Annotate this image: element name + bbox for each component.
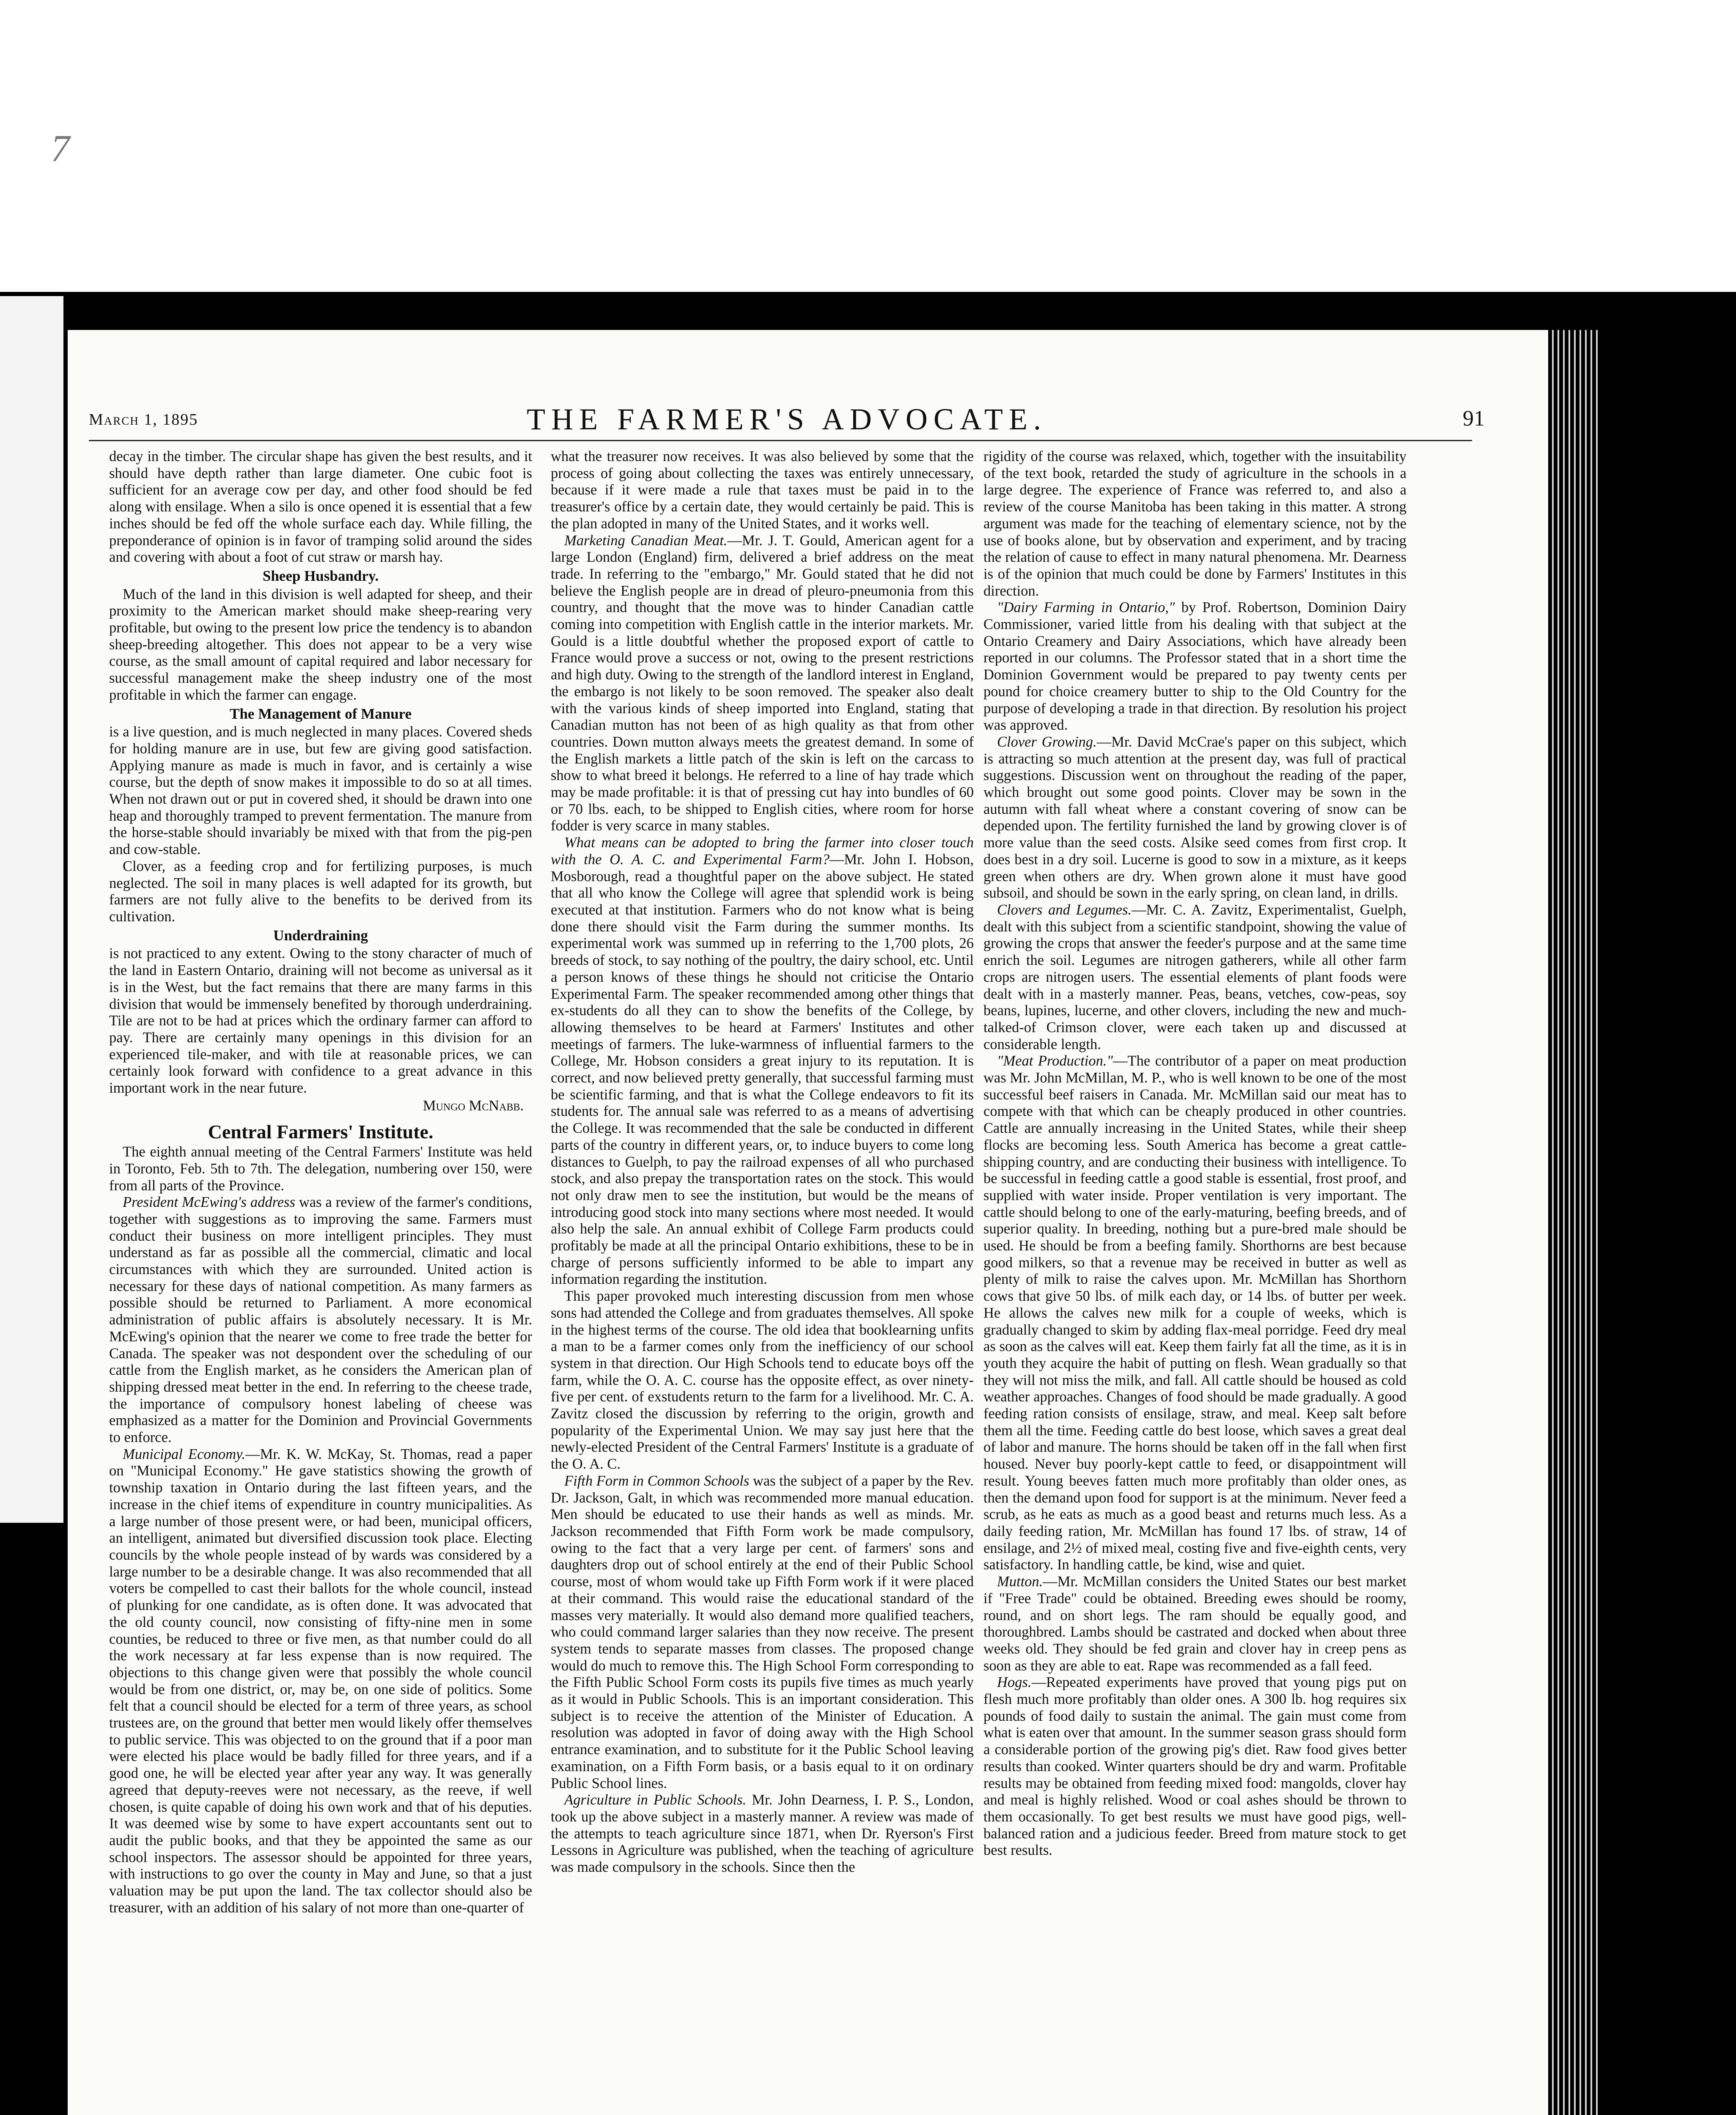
page-header	[89, 402, 1485, 436]
paragraph-lead: Clovers and Legumes.	[997, 901, 1132, 918]
page-stack-edge	[1548, 330, 1599, 2115]
paragraph: rigidity of the course was relaxed, which, together with the insuitability of the text book, retarded the study of agriculture in the schools in a large degree. The experience of France was referred to, and also a review of the course Manitoba has been taking in this matter. A strong argument was made for the teaching of elementary science, not by the use of books alone, but by observation and experiment, and by tracing the relation of cause to effect in many natural phenomena. Mr. Dearness is of the opinion that much could be done by Farmers' Institutes in this direction.	[983, 448, 1406, 599]
page-number: 91	[1463, 407, 1485, 431]
paragraph: what the treasurer now receives. It was also believed by some that the process of going about collecting the taxes was entirely unnecessary, because if it were made a rule that taxes must be paid in to the treasurer's office by a certain date, they would certainly be paid. This is the plan adopted in many of the United States, and it works well.	[551, 448, 974, 532]
paragraph-body: —Mr. K. W. McKay, St. Thomas, read a paper on "Municipal Economy." He gave statistics showing the growth of township taxation in Ontario during the last fifteen years, and the increase in the chief items of expenditure in country municipalities. As a large number of those present were, or had been, municipal officers, an intelligent, animated but diversified discussion took place. Electing councils by the whole people instead of by wards was considered by a large number to be a desirable change. It was also recommended that all voters be compelled to cast their ballots for the whole council, instead of plunking for one candidate, as is often done. It was advocated that the old county council, now consisting of fifty-nine men in some counties, be reduced to three or five men, as that number could do all the work necessary at far less expense than is now required. The objections to this change given were that possibly the whole council would be from one district, or, may be, on one side of politics. Some felt that a council should be elected for a term of three years, as school trustees are, on the ground that better men would likely offer themselves to public service. This was objected to on the ground that if a poor man were elected his place would be badly filled for three years, and if a good one, he will be elected year after year any way. It was generally agreed that deputy-reeves were not necessary, as the reeve, if well chosen, is quite capable of doing his own work and that of his deputies. It was deemed wise by some to have expert accountants sent out to audit the public books, and that they be appointed the same as our school inspectors. The assessor should be appointed for three years, with instructions to go over the county in May and June, so that a just valuation may be put upon the land. The tax collector should also be treasurer, with an addition of his salary of not more than one-quarter of	[109, 1446, 532, 1916]
facing-page-edge	[0, 296, 63, 1523]
paragraph-lead: Agriculture in Public Schools.	[564, 1792, 747, 1808]
subheading-underdraining: Underdraining	[273, 927, 368, 944]
section-title: Central Farmers' Institute.	[208, 1121, 434, 1143]
paragraph	[983, 1674, 1406, 1859]
column-2	[551, 448, 974, 1876]
paragraph	[109, 1446, 532, 1917]
paragraph-body: —Repeated experiments have proved that young pigs put on flesh much more profitably than older ones. A 300 lb. hog requires six pounds of food daily to sustain the animal. The gain must come from what is eaten over that amount. In the summer season grass should form a considerable portion of the growing pig's diet. Raw food gives better results than cooked. Winter quarters should be dry and warm. Profitable results may be obtained from feeding mixed food: mangolds, clover hay and meal is highly relished. Wood or coal ashes should be thrown to them occasionally. To get best results we must have good pigs, well-balanced ration and a judicious feeder. Breed from mature stock to get best results.	[983, 1674, 1406, 1859]
paragraph-lead: "Meat Production."	[997, 1053, 1113, 1069]
paragraph-body: —Mr. McMillan considers the United States our best market if "Free Trade" could be obtained. Breeding ewes should be roomy, round, and on short legs. The ram should be equally good, and thoroughbred. Lambs should be castrated and docked when about three weeks old. They should be fed grain and clover hay in creep pens as soon as they are able to eat. Rape was recommended as a fall feed.	[983, 1574, 1406, 1674]
masthead-title: THE FARMER'S ADVOCATE.	[527, 402, 1047, 436]
paragraph-lead: "Dairy Farming in Ontario,"	[997, 599, 1175, 616]
paragraph-body: —Mr. J. T. Gould, American agent for a large London (England) firm, delivered a brief address on the meat trade. In referring to the "embargo," Mr. Gould stated that he did not believe the English people are in dread of pleuro-pneumonia from this country, and thought that the move was to hinder Canadian cattle coming into competition with English cattle in the interior markets. Mr. Gould is a little doubtful whether the proposed export of cattle to France would prove a success or not, owing to the present restrictions and high duty. Owing to the strength of the landlord interest in England, the embargo is not likely to be soon removed. The speaker also dealt with the various kinds of sheep imported into England, stating that Canadian mutton has not been of as high quality as that from other countries. Down mutton always meets the greatest demand. In some of the English markets a little patch of the skin is left on the carcass to show to what breed it belongs. He referred to a line of hay trade which may be made profitable: it is that of pressing cut hay into bundles of 60 or 70 lbs. each, to be shipped to English cities, where room for horse fodder is very scarce in many stables.	[551, 532, 974, 834]
paragraph-body: by Prof. Robertson, Dominion Dairy Commissioner, varied little from his dealing with that subject at the Ontario Creamery and Dairy Associations, which have already been reported in our columns. The Professor stated that in a short time the Dominion Government would be prepared to pay twenty cents per pound for choice creamery butter to ship to the Old Country for the purpose of developing a trade in that direction. By resolution his project was approved.	[983, 599, 1407, 733]
paragraph-body: Mr. John Dearness, I. P. S., London, took up the above subject in a masterly manner. A review was made of the attempts to teach agriculture since 1871, when Dr. Ryerson's First Lessons in Agriculture was published, when the teaching of agriculture was made compulsory in the schools. Since then the	[551, 1792, 974, 1876]
column-1	[109, 448, 532, 1916]
paragraph-body: —Mr. John I. Hobson, Mosborough, read a thoughtful paper on the above subject. He stated that all who know the College will agree that splendid work is being executed at that institution. Farmers who do not know what is being done there should visit the Farm during the summer months. Its experimental work was summed up in referring to the 1,700 plots, 26 breeds of stock, to say nothing of the poultry, the dairy school, etc. Until a person knows of these things he should not criticise the Ontario Experimental Farm. The speaker recommended among other things that ex-students do all they can to show the benefits of the College, by allowing themselves to be heard at Farmers' Institutes and other meetings of farmers. The luke-warmness of influential farmers to the College, Mr. Hobson considers a great injury to its reputation. It is correct, and now believed pretty generally, that successful farming must be scientific farming, and that is what the College endeavors to fit its students for. The annual sale was referred to as a means of advertising the College. It was recommended that the sale be conducted in different parts of the country in different years, or, to induce buyers to come long distances to Guelph, to pay the railroad expenses of all who purchased stock, and also prepay the transportation rates on the stock. This would not only draw men to see the institution, but would be the means of introducing good stock into many sections where most needed. It would also help the sale. An annual exhibit of College Farm products could profitably be made at all the principal Ontario exhibitions, these to be in charge of persons sufficiently informed to be able to impart any information regarding the institution.	[551, 851, 974, 1288]
paragraph: The eighth annual meeting of the Central Farmers' Institute was held in Toronto, Feb. 5th to 7th. The delegation, numbering over 150, were from all parts of the Province.	[109, 1144, 532, 1194]
paragraph	[551, 1792, 974, 1876]
paragraph	[983, 734, 1406, 902]
column-3	[983, 448, 1406, 1859]
paragraph-lead: Clover Growing.	[997, 733, 1097, 750]
paragraph: Clover, as a feeding crop and for fertilizing purposes, is much neglected. The soil in many places is well adapted for its growth, but farmers are not fully alive to the benefits to be derived from its cultivation.	[109, 858, 532, 925]
pencil-margin-note: 7	[51, 128, 70, 170]
header-rule	[89, 440, 1472, 441]
paragraph: decay in the timber. The circular shape has given the best results, and it should have depth rather than large diameter. One cubic foot is sufficient for an average cow per day, and other food should be fed along with ensilage. When a silo is once opened it is essential that a few inches should be fed off the whole surface each day. While filling, the preponderance of opinion is in favor of tramping solid around the sides and covering with about a foot of cut straw or marsh hay.	[109, 448, 532, 566]
paragraph-lead: Mutton.	[997, 1574, 1043, 1590]
paragraph: This paper provoked much interesting discussion from men whose sons had attended the College and from graduates themselves. All spoke in the highest terms of the course. The old idea that booklearning unfits a man to be a farmer comes only from the inefficiency of our school system in that direction. Our High Schools tend to educate boys off the farm, while the O. A. C. course has the opposite effect, as over ninety-five per cent. of exstudents return to the farm for a livelihood. Mr. C. A. Zavitz closed the discussion by referring to the origin, growth and popularity of the Experimental Union. We may say just here that the newly-elected President of the Central Farmers' Institute is a graduate of the O. A. C.	[551, 1288, 974, 1472]
issue-date: March 1, 1895	[89, 411, 198, 428]
paragraph: is a live question, and is much neglected in many places. Covered sheds for holding manure are in use, but few are giving good satisfaction. Applying manure as made is much in favor, and is certainly a wise course, but the depth of snow makes it impossible to do so at all times. When not drawn out or put in covered shed, it should be drawn into one heap and thoroughly tramped to prevent fermentation. The manure from the horse-stable should invariably be mixed with that from the pig-pen and cow-stable.	[109, 724, 532, 858]
paragraph	[983, 902, 1406, 1053]
subheading-sheep-husbandry: Sheep Husbandry.	[262, 567, 379, 584]
paragraph-lead: Marketing Canadian Meat.	[564, 532, 728, 549]
paragraph-body: was the subject of a paper by the Rev. Dr. Jackson, Galt, in which was recommended more manual education. Men should be educated to use their hands as well as minds. Mr. Jackson recommended that Fifth Form work be made compulsory, owing to the fact that a very large per cent. of farmers' sons and daughters drop out of school entirely at the end of their Public School course, most of whom would take up Fifth Form work if it were placed at their command. This would raise the educational standard of the masses very materially. It would also demand more qualified teachers, who could command larger salaries than they now receive. The present system tends to separate masses from classes. The proposed change would do much to remove this. The High School Form corresponding to the Fifth Public School Form costs its pupils five times as much yearly as it would in Public Schools. This is an important consideration. This subject is to receive the attention of the Minister of Education. A resolution was adopted in favor of doing away with the High School entrance examination, and to substitute for it the Public School leaving examination, on a Fifth Form basis, or a basis equal to it on ordinary Public School lines.	[551, 1472, 974, 1791]
paragraph-body: —Mr. David McCrae's paper on this subject, which is attracting so much attention at the present day, was full of practical suggestions. Discussion went on throughout the reading of the paper, which brought out some good points. Clover may be sown in the autumn with fall wheat where a constant covering of snow can be depended upon. The fertility furnished the land by growing clover is of more value than the seed costs. Alsike seed comes from first crop. It does best in a dry soil. Lucerne is good to sow in a mixture, as it keeps green when others are dry. When grown alone it must have good subsoil, and should be sown in the early spring, on clean land, in drills.	[983, 733, 1406, 901]
paragraph-lead: President McEwing's address	[123, 1194, 295, 1211]
paragraph	[983, 599, 1406, 734]
subheading-manure: The Management of Manure	[230, 705, 412, 722]
paragraph-body: was a review of the farmer's conditions, together with suggestions as to improving the same. Farmers must conduct their business on more intelligent principles. They must understand as far as possible all the commercial, climatic and local circumstances with which they are surrounded. United action is necessary for these days of national competition. As many farmers as possible should be returned to Parliament. A more economical administration of public affairs is absolutely necessary. It is Mr. McEwing's opinion that the nearer we come to free trade the better for Canada. The speaker was not despondent over the scheduling of our cattle from the English market, as he considers the American plan of shipping dressed meat better in the end. In referring to the cheese trade, the importance of compulsory honest labeling of cheese was emphasized as a matter for the Dominion and Provincial Governments to enforce.	[109, 1194, 533, 1446]
paragraph-lead: Fifth Form in Common Schools	[564, 1472, 750, 1489]
paragraph-body: —The contributor of a paper on meat production was Mr. John McMillan, M. P., who is well known to be one of the most successful beef raisers in Canada. Mr. McMillan said our meat has to compete with that which can be cheaply produced in other countries. Cattle are annually increasing in the United States, while their sheep flocks are becoming less. South America has become a great cattle-shipping country, and are conducting their business with intelligence. To be successful in feeding cattle a good stable is essential, frost proof, and supplied with water inside. Proper ventilation is very important. The cattle should belong to one of the early-maturing, beefing breeds, and of superior quality. In breeding, nothing but a pure-bred male should be used. He should be from a beefing family. Shorthorns are best because good milkers, so that a revenue may be received in butter as well as plenty of milk to raise the calves upon. Mr. McMillan has Shorthorn cows that give 50 lbs. of milk each day, or 14 lbs. of butter per week. He allows the calves new milk for a couple of weeks, which is gradually changed to skim by adding flax-meal porridge. Feed dry meal as soon as the calves will eat. Keep them fairly fat all the time, as it is in youth they acquire the habit of putting on flesh. Wean gradually so that they will not miss the milk, and fall. All cattle should be housed as cold weather approaches. Changes of food should be made gradually. A good feeding ration consists of ensilage, straw, and meal. Keep salt before them all the time. Feeding cattle do best loose, which saves a great deal of labor and manure. The horns should be taken off in the fall when first housed. Never buy poorly-kept cattle to feed, or disappointment will result. Young beeves fatten much more profitably than older ones, as then the demand upon food for support is at the minimum. Never feed a scrub, as he eats as much as a good beast and returns much less. As a daily feeding ration, Mr. McMillan has found 17 lbs. of straw, 14 of ensilage, and 2½ of mixed meal, costing five and five-eighth cents, very satisfactory. In handling cattle, be kind, wise and quiet.	[983, 1053, 1406, 1573]
paragraph-lead: Hogs.	[997, 1674, 1032, 1691]
author-signature: Mungo McNabb.	[423, 1097, 524, 1114]
paragraph: is not practiced to any extent. Owing to the stony character of much of the land in Eastern Ontario, draining will not become as universal as it is in the West, but the fact remains that there are many farms in this division that would be immensely benefited by thorough underdraining. Tile are not to be had at prices which the ordinary farmer can afford to pay. There are certainly many openings in this division for an experienced tile-maker, and with tile at reasonable prices, we can certainly look forward with confidence to a great advance in this important work in the near future.	[109, 945, 532, 1096]
paragraph-body: —Mr. C. A. Zavitz, Experimentalist, Guelph, dealt with this subject from a scientific standpoint, showing the value of growing the crops that answer the feeder's purpose and at the same time enrich the soil. Legumes are nitrogen gatherers, while all other farm crops are nitrogen users. The essential elements of plant foods were dealt with in a masterly manner. Peas, beans, vetches, cow-peas, soy beans, lupines, lucerne, and other clovers, including the new and much-talked-of Crimson clover, were each taken up and discussed at considerable length.	[983, 901, 1406, 1052]
paragraph	[551, 533, 974, 835]
paragraph	[551, 835, 974, 1288]
paragraph-lead: What means can be adopted to bring the farmer into closer touch with the O. A. C. and Experimental Farm?	[551, 835, 974, 868]
scan-top-margin	[0, 0, 1736, 292]
paragraph	[983, 1574, 1406, 1674]
paragraph	[109, 1194, 532, 1446]
paragraph: Much of the land in this division is well adapted for sheep, and their proximity to the American market should make sheep-rearing very profitable, but owing to the present low price the tendency is to abandon sheep-breeding altogether. This does not appear to be a very wise course, as the small amount of capital required and labor necessary for successful management make the sheep industry one of the most profitable in which the farmer can engage.	[109, 586, 532, 703]
paragraph	[983, 1053, 1406, 1574]
paragraph	[551, 1473, 974, 1792]
paragraph-lead: Municipal Economy.	[123, 1446, 246, 1462]
